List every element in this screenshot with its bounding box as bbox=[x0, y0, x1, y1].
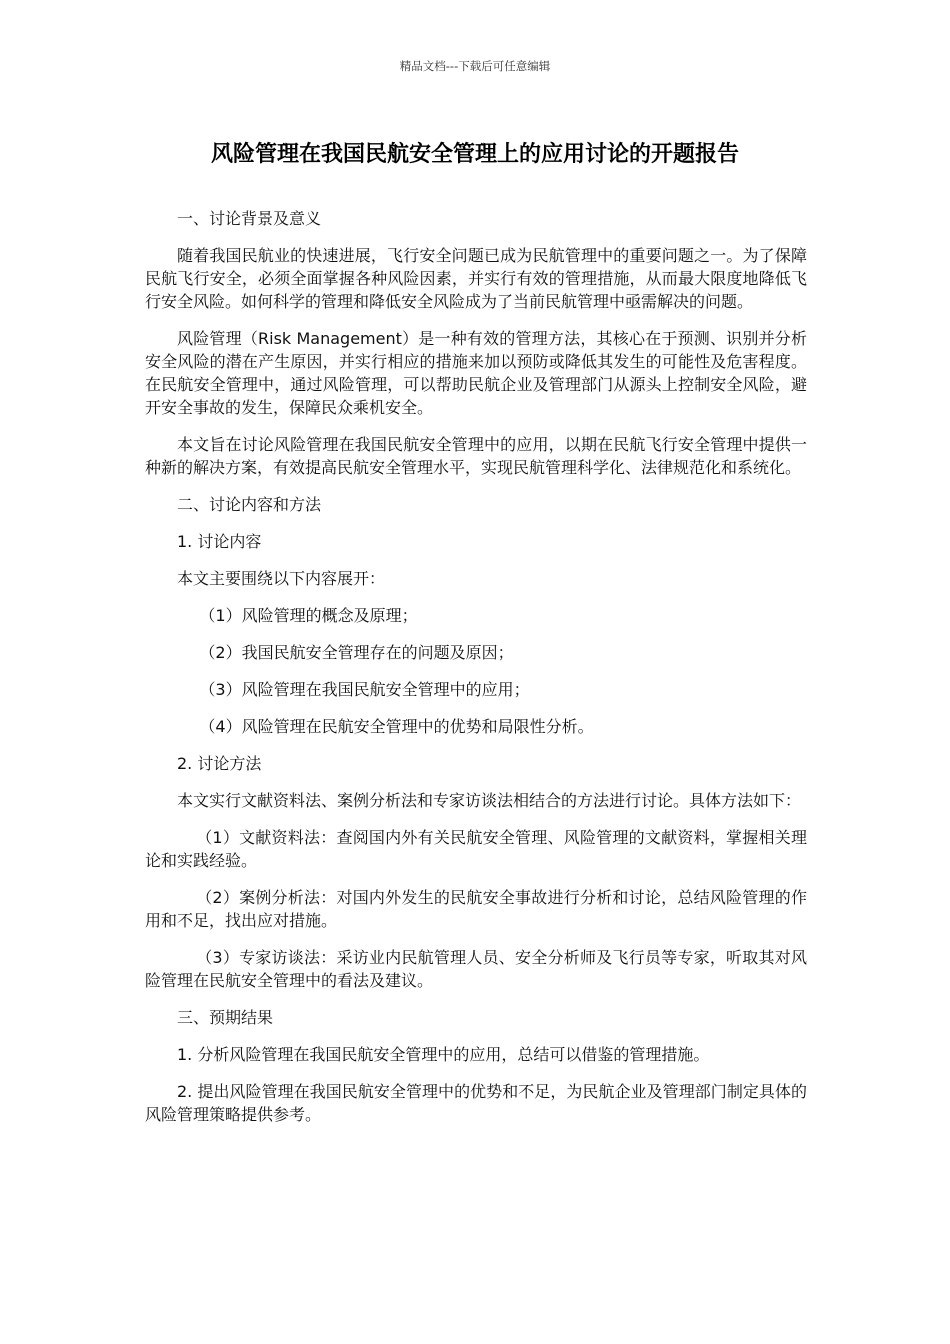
subheading-content: 1. 讨论内容 bbox=[177, 532, 262, 551]
result-item-1: 1. 分析风险管理在我国民航安全管理中的应用，总结可以借鉴的管理措施。 bbox=[177, 1045, 710, 1064]
document-body bbox=[145, 207, 807, 1140]
method-item-3: （3）专家访谈法：采访业内民航管理人员、安全分析师及飞行员等专家，听取其对风险管理在民航安全管理中的看法及建议。 bbox=[145, 948, 807, 990]
page-header: 精品文档---下载后可任意编辑 bbox=[399, 59, 551, 73]
result-item-2: 2. 提出风险管理在我国民航安全管理中的优势和不足，为民航企业及管理部门制定具体的风险管理策略提供参考。 bbox=[145, 1082, 807, 1124]
section-heading-expected-results: 三、预期结果 bbox=[177, 1008, 274, 1027]
list-item-content-1: （1）风险管理的概念及原理； bbox=[199, 606, 418, 625]
list-item-content-2: （2）我国民航安全管理存在的问题及原因； bbox=[199, 643, 514, 662]
list-item-content-4: （4）风险管理在民航安全管理中的优势和局限性分析。 bbox=[199, 717, 594, 736]
paragraph-background-3: 本文旨在讨论风险管理在我国民航安全管理中的应用，以期在民航飞行安全管理中提供一种新的解决方案，有效提高民航安全管理水平，实现民航管理科学化、法律规范化和系统化。 bbox=[145, 435, 807, 477]
section-heading-content-methods: 二、讨论内容和方法 bbox=[177, 495, 322, 514]
paragraph-background-1: 随着我国民航业的快速进展，飞行安全问题已成为民航管理中的重要问题之一。为了保障民航飞行安全，必须全面掌握各种风险因素，并实行有效的管理措施，从而最大限度地降低飞行安全风险。如何科学的管理和降低安全风险成为了当前民航管理中亟需解决的问题。 bbox=[145, 246, 807, 311]
document-title: 风险管理在我国民航安全管理上的应用讨论的开题报告 bbox=[210, 142, 739, 167]
paragraph-methods-intro: 本文实行文献资料法、案例分析法和专家访谈法相结合的方法进行讨论。具体方法如下： bbox=[177, 791, 802, 810]
method-item-2: （2）案例分析法：对国内外发生的民航安全事故进行分析和讨论，总结风险管理的作用和不足，找出应对措施。 bbox=[145, 888, 807, 930]
section-heading-background: 一、讨论背景及意义 bbox=[177, 209, 322, 228]
method-item-1: （1）文献资料法：查阅国内外有关民航安全管理、风险管理的文献资料，掌握相关理论和实践经验。 bbox=[145, 828, 807, 870]
list-item-content-3: （3）风险管理在我国民航安全管理中的应用； bbox=[199, 680, 530, 699]
paragraph-content-intro: 本文主要围绕以下内容展开： bbox=[177, 569, 386, 588]
subheading-methods: 2. 讨论方法 bbox=[177, 754, 262, 773]
paragraph-background-2: 风险管理（Risk Management）是一种有效的管理方法，其核心在于预测、识别并分析安全风险的潜在产生原因，并实行相应的措施来加以预防或降低其发生的可能性及危害程度。在民航安全管理中，通过风险管理，可以帮助民航企业及管理部门从源头上控制安全风险，避开安全事故的发生，保障民众乘机安全。 bbox=[145, 329, 807, 417]
